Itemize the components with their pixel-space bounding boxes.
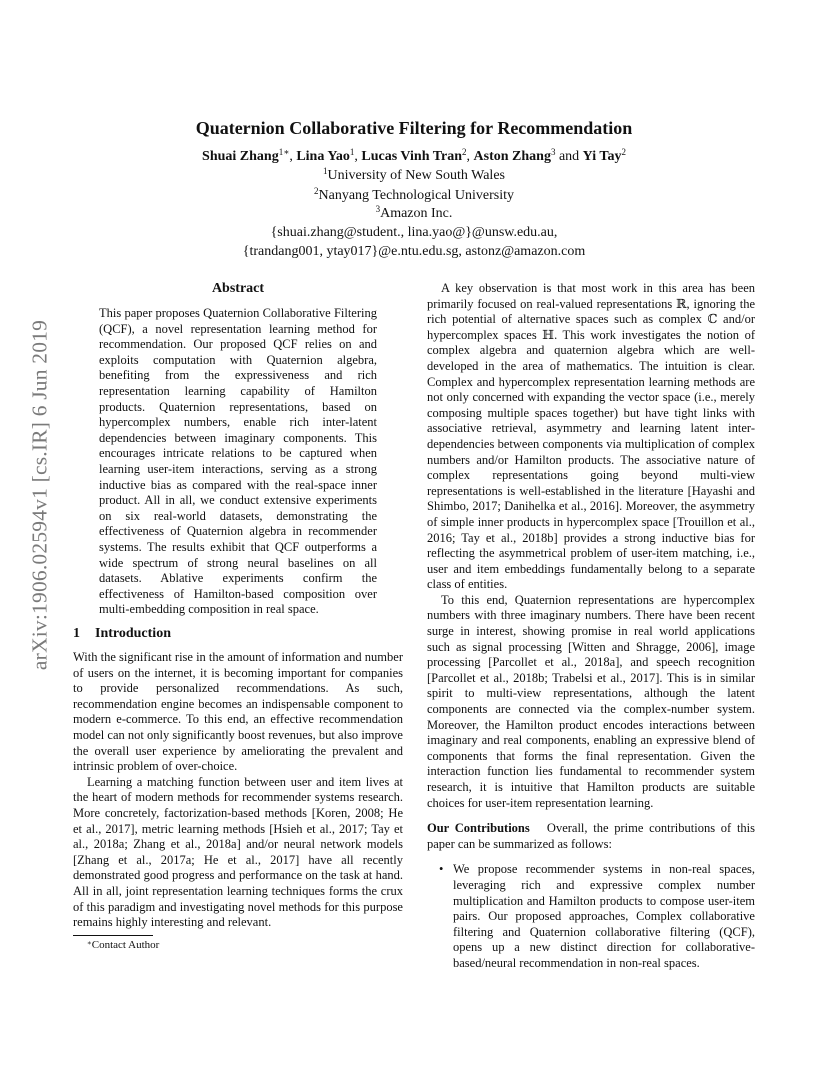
arxiv-identifier-text: arXiv:1906.02594v1 [cs.IR] 6 Jun 2019 [27,319,52,671]
author-conjunction: and [558,149,580,164]
author-sup: 1∗ [278,147,290,157]
footnote-rule [73,935,153,936]
paper-title: Quaternion Collaborative Filtering for Recommendation [195,118,633,138]
author-name: Shuai Zhang [202,149,279,164]
author-name: Lucas Vinh Tran [361,149,463,164]
email-line: {shuai.zhang@student., lina.yao@}@unsw.edu.au, [270,225,558,240]
affiliation-sup: 2 [314,186,319,196]
arxiv-identifier [16,306,64,684]
section-number: 1 [73,626,80,641]
footnote-sup: ∗ [87,939,92,947]
paragraph: Learning a matching function between user and item lives at the heart of modern methods for recommender systems research. More concretely, factorization-based methods [Koren, 2008; He et al., 2017], metric learning methods [Hsieh et al., 2017; Tay et al., 2018a; Zhang et al., 2018a] and/or neural network models [Zhang et al., 2017a; He et al., 2017] have all recently demonstrated good progress and performance on the task at hand. All in all, joint representation learning techniques forms the crux of this paradigm and investigating novel methods for this purpose remains highly interesting and relevant. [73,774,403,930]
affiliation-text: Amazon Inc. [380,206,453,221]
author-name: Lina Yao [296,149,350,164]
paragraph: With the significant rise in the amount of information and number of users on the internet, it is becoming important for companies to provide personalized recommendations. As such, recommendation engine becomes an indispensable component to modern e-commerce. To this end, an effective recommendation model can not only significantly boost revenues, but also improve the overall user experience by ameliorating the prevalent and intrinsic problem of over-choice. [73,650,403,774]
affiliation-sup: 1 [323,166,328,176]
author-sup: 3 [550,147,556,157]
affiliation [0,206,828,222]
section-heading [73,626,171,642]
abstract-text: This paper proposes Quaternion Collaborative Filtering (QCF), a novel representation learning method for recommendation. Our proposed QCF relies on and exploits computation with Quaternion algebra, benefiting from the expressiveness and rich representation learning capability of Hamilton products. Quaternion representations, based on hypercomplex numbers, enable rich inter-latent dependencies between imaginary components. This encourages intricate relations to be captured when learning user-item interactions, serving as a strong inductive bias as compared with the real-space inner product. All in all, we conduct extensive experiments on six real-world datasets, demonstrating the effectiveness of Quaternion algebra in recommender systems. The results exhibit that QCF outperforms a wide spectrum of strong neural baselines on all datasets. Ablative experiments confirm the effectiveness of Hamilton-based composition over multi-embedding composition in real space. [99,306,377,617]
author-sup: 1 [349,147,355,157]
section-title: Introduction [95,626,171,641]
right-column [427,281,755,972]
contributions-intro: Overall, the prime contributions of this paper can be summarized as follows: [427,821,756,851]
affiliation-text: University of New South Wales [327,168,505,183]
author-name: Yi Tay [582,149,622,164]
contributions-heading: Our Contributions [427,821,530,836]
author-sup: 2 [621,147,626,157]
author-sup: 2 [462,147,467,157]
author-list: Shuai Zhang$^{1∗}$, Lina Yao$^1$, Lucas Vinh Tran$^2$, Aston Zhang$^3$ and Yi Tay$^2$ [202,147,626,164]
contributions-paragraph [427,821,755,852]
bullet-icon: • [439,862,444,877]
bullet-text: We propose recommender systems in non-real spaces, leveraging rich and expressive complex number multiplication and Hamilton products to compose user-item pairs. Our proposed approaches, Complex collaborative filtering and Quaternion collaborative filtering (QCF), opens up a new distinct direction for collaborative-based/neural recommendation in non-real spaces. [453,862,755,970]
affiliation [0,188,828,204]
contribution-bullet [427,862,755,971]
paragraph: A key observation is that most work in this area has been primarily focused on real-valued representations ℝ, ignoring the rich potential of alternative spaces such as complex ℂ and/or hypercomplex spaces ℍ. This work investigates the notion of complex algebra and quaternion algebra which are well-developed in the area of mathematics. The intuition is clear. Complex and hypercomplex representation learning methods are not only concerned with expanding the vector space (i.e., merely composing multiple spaces together) but have tight links with associative retrieval, asymmetry and learning latent inter-dependencies between components via multiplication of complex numbers and/or Hamilton products. The associative nature of complex representations going beyond multi-view representations is well-established in the literature [Hayashi and Shimbo, 2017; Danihelka et al., 2016]. Moreover, the asymmetry of simple inner products in hypercomplex space [Trouillon et al., 2016; Tay et al., 2018b] provides a strong inductive bias for reflecting the asymmetrical problem of user-item matching, i.e., user and item embeddings fundamentally belong to a separate class of entities. [427,281,755,592]
email-line: {trandang001, ytay017}@e.ntu.edu.sg, astonz@amazon.com [242,244,586,259]
abstract-heading: Abstract [211,281,265,296]
intro-body [73,650,403,931]
author-name: Aston Zhang [473,149,551,164]
affiliation-text: Nanyang Technological University [318,188,514,203]
affiliation [0,168,828,184]
footnote [87,939,159,951]
affiliation-sup: 3 [375,204,381,214]
paragraph: To this end, Quaternion representations are hypercomplex numbers with three imaginary numbers. There have been recent surge in interest, showing promise in real world applications such as signal processing [Witten and Shragge, 2006], image processing [Parcollet et al., 2018a], and speech recognition [Parcollet et al., 2018b; Trabelsi et al., 2017]. This is in similar spirit to multi-view representations, although the latent components are connected via the complex-number system. Moreover, the Hamilton product encodes interactions between imaginary and real components, enabling an expressive blend of components that forms the final representation. Given the interaction function lies fundamental to recommender system research, it is intuitive that Hamilton products are suitable choices for user-item representation learning. [427,592,755,810]
footnote-text: Contact Author [91,939,160,951]
